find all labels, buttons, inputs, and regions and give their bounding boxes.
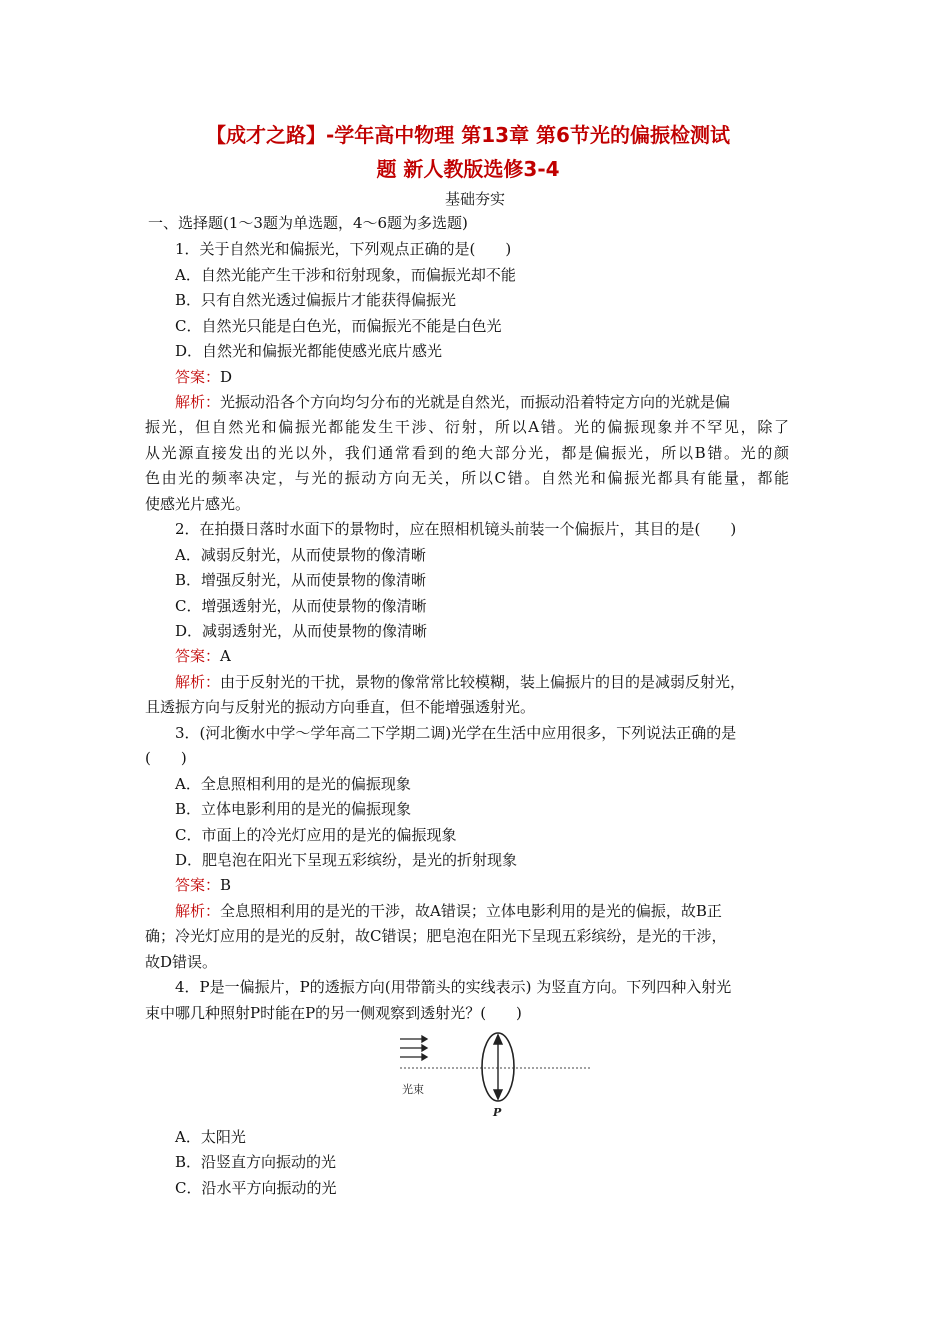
q1-stem: 1．关于自然光和偏振光，下列观点正确的是( ) [175,240,512,258]
q1-analysis-text: 光振动沿各个方向均匀分布的光就是自然光，而振动沿着特定方向的光就是偏 [220,393,731,411]
q4-stem-line1: 4．P是一偏振片，P的透振方向(用带箭头的实线表示) 为竖直方向。下列四种入射光 [175,978,732,996]
q2-analysis-line2: 且透振方向与反射光的振动方向垂直，但不能增强透射光。 [145,698,536,716]
q3-stem-line2: ( ) [145,749,187,767]
q3-analysis-line3: 故D错误。 [145,953,218,971]
q2-stem: 2．在拍摄日落时水面下的景物时，应在照相机镜头前装一个偏振片，其目的是( ) [175,520,737,538]
q3-option-d: D．肥皂泡在阳光下呈现五彩缤纷，是光的折射现象 [175,851,518,869]
q1-option-c: C．自然光只能是白色光，而偏振光不能是白色光 [175,317,502,335]
q3-stem-line1: 3．(河北衡水中学～学年高二下学期二调)光学在生活中应用很多，下列说法正确的是 [175,724,737,742]
q3-analysis-line2: 确；冷光灯应用的是光的反射，故C错误；肥皂泡在阳光下呈现五彩缤纷，是光的干涉， [145,927,727,945]
q1-analysis-line5: 使感光片感光。 [145,495,251,513]
q3-answer [175,875,231,895]
transmission-axis-arrow [494,1035,502,1099]
q3-analysis-line1 [175,901,722,921]
q2-option-c: C．增强透射光，从而使景物的像清晰 [175,597,427,615]
q4-stem-line2: 束中哪几种照射P时能在P的另一侧观察到透射光？( ) [145,1004,522,1022]
q1-analysis-line2: 振光，但自然光和偏振光都能发生干涉、衍射，所以A错。光的偏振现象并不罕见，除了 [145,418,789,436]
q2-option-a: A．减弱反射光，从而使景物的像清晰 [175,546,426,564]
polarizer-label: P [493,1106,502,1119]
polarizer-diagram [392,1030,592,1120]
q1-analysis-line1 [175,392,730,412]
analysis-label: 解析： [175,902,221,920]
q2-analysis-text: 由于反射光的干扰，景物的像常常比较模糊，装上偏振片的目的是减弱反射光， [220,673,746,691]
q3-analysis-text: 全息照相利用的是光的干涉，故A错误；立体电影利用的是光的偏振，故B正 [220,902,722,920]
answer-label: 答案： [175,368,221,386]
q3-option-b: B．立体电影利用的是光的偏振现象 [175,800,412,818]
analysis-label: 解析： [175,673,221,691]
q1-option-d: D．自然光和偏振光都能使感光底片感光 [175,342,443,360]
q4-option-c: C．沿水平方向振动的光 [175,1179,337,1197]
document-title-line2: 题 新人教版选修3-4 [376,157,560,181]
q1-answer-value: D [220,368,233,386]
q1-analysis-line3: 从光源直接发出的光以外，我们通常看到的绝大部分光，都是偏振光，所以B错。光的颜 [145,444,789,462]
beam-label: 光束 [402,1083,424,1096]
q2-answer-value: A [220,647,231,665]
answer-label: 答案： [175,876,221,894]
q1-option-b: B．只有自然光透过偏振片才能获得偏振光 [175,291,457,309]
section-subtitle: 基础夯实 [444,190,505,208]
q2-analysis-line1 [175,672,745,692]
q1-answer [175,367,232,387]
light-beam-arrows [400,1036,427,1060]
answer-label: 答案： [175,647,221,665]
q2-option-d: D．减弱透射光，从而使景物的像清晰 [175,622,428,640]
q3-option-a: A．全息照相利用的是光的偏振现象 [175,775,411,793]
section-heading: 一、选择题(1～3题为单选题，4～6题为多选题) [148,214,468,232]
q3-answer-value: B [220,876,232,894]
analysis-label: 解析： [175,393,221,411]
polarizer-figure [392,1030,592,1120]
document-title-line1: 【成才之路】-学年高中物理 第13章 第6节光的偏振检测试 [206,123,730,147]
q1-option-a: A．自然光能产生干涉和衍射现象，而偏振光却不能 [175,266,516,284]
q4-option-b: B．沿竖直方向振动的光 [175,1153,337,1171]
q3-option-c: C．市面上的冷光灯应用的是光的偏振现象 [175,826,457,844]
q2-answer [175,646,231,666]
q1-analysis-line4: 色由光的频率决定，与光的振动方向无关，所以C错。自然光和偏振光都具有能量，都能 [145,469,789,487]
q2-option-b: B．增强反射光，从而使景物的像清晰 [175,571,427,589]
q4-option-a: A．太阳光 [175,1128,246,1146]
